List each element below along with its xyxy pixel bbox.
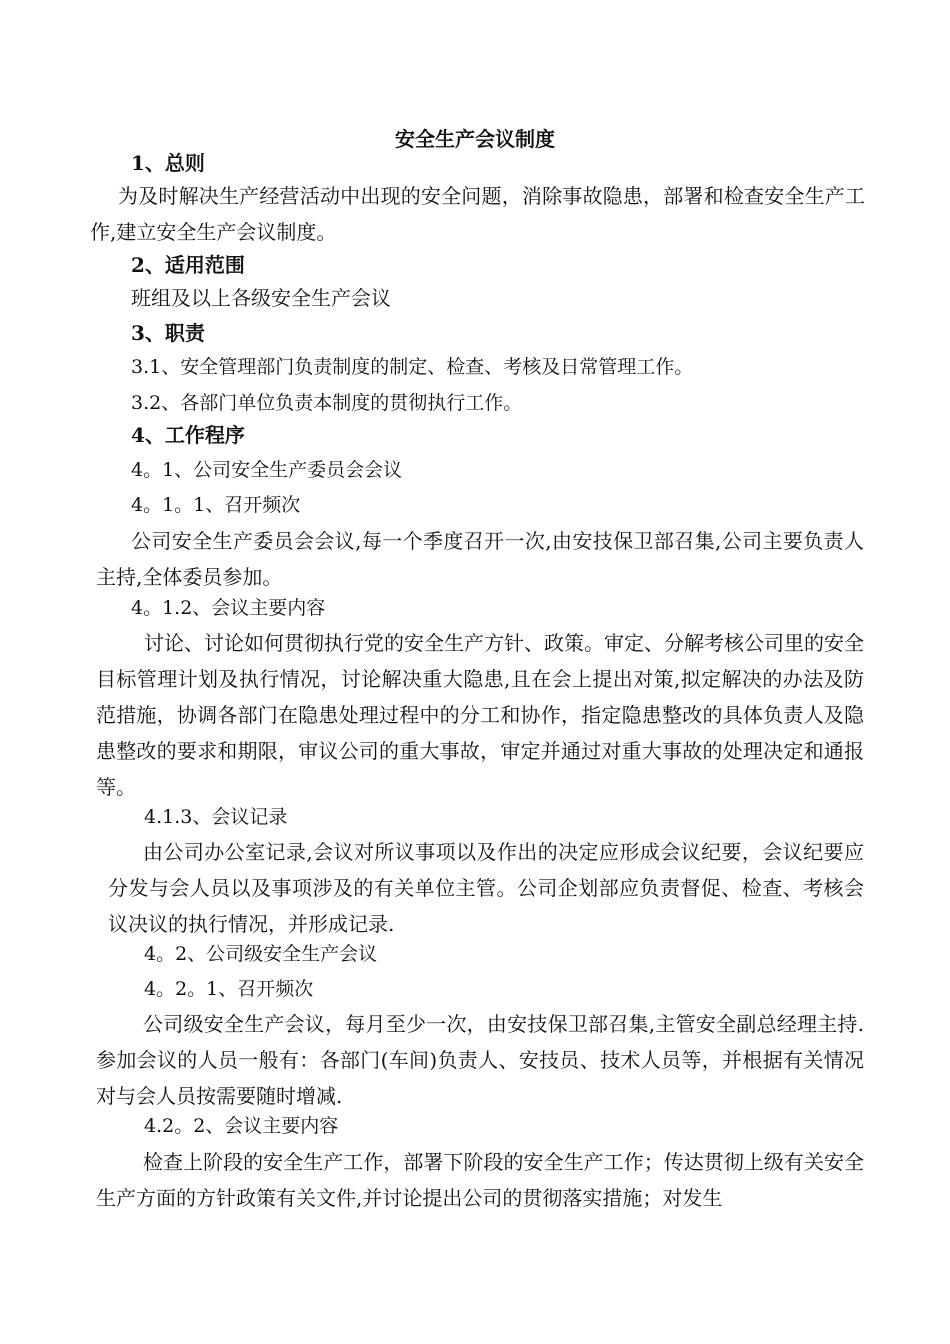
section-4-1-1-paragraph: 公司安全生产委员会会议,每一个季度召开一次,由安技保卫部召集,公司主要负责人主持,全体委员参加。: [96, 529, 864, 589]
document-title: 安全生产会议制度: [395, 127, 555, 151]
section-4-1-3: 4.1.3、会议记录: [144, 806, 288, 828]
section-4-1-2-paragraph: 讨论、讨论如何贯彻执行党的安全生产方针、政策。审定、分解考核公司里的安全目标管理计划及执行情况，讨论解决重大隐患,且在会上提出对策,拟定解决的办法及防范措施，协调各部门在隐患处理过程中的分工和协作，指定隐患整改的具体负责人及隐患整改的要求和期限，审议公司的重大事故，审定并通过对重大事故的处理决定和通报等。: [96, 631, 864, 799]
section-3-heading: 3、职责: [131, 321, 205, 345]
section-4-2: 4。2、公司级安全生产会议: [144, 943, 378, 965]
section-4-heading: 4、工作程序: [131, 423, 245, 447]
section-4-2-1: 4。2。1、召开频次: [144, 978, 314, 1000]
section-4-1-1: 4。1。1、召开频次: [131, 494, 301, 516]
section-2-heading: 2、适用范围: [131, 253, 245, 277]
section-4-1-3-paragraph: 由公司办公室记录,会议对所议事项以及作出的决定应形成会议纪要，会议纪要应分发与会人员以及事项涉及的有关单位主管。公司企划部应负责督促、检查、考核会议决议的执行情况，并形成记录.: [108, 840, 864, 936]
section-3-2: 3.2、各部门单位负责本制度的贯彻执行工作。: [131, 392, 523, 414]
section-4-1: 4。1、公司安全生产委员会会议: [131, 459, 403, 481]
section-4-2-2: 4.2。2、会议主要内容: [144, 1115, 339, 1137]
section-1-paragraph: 为及时解决生产经营活动中出现的安全问题，消除事故隐患，部署和检查安全生产工作,建立安全生产会议制度。: [90, 184, 865, 244]
section-4-1-2: 4。1.2、会议主要内容: [131, 597, 326, 619]
section-2-paragraph: 班组及以上各级安全生产会议: [131, 286, 391, 310]
section-3-1: 3.1、安全管理部门负责制度的制定、检查、考核及日常管理工作。: [131, 356, 694, 378]
section-1-heading: 1、总则: [131, 151, 205, 175]
section-4-2-1-paragraph: 公司级安全生产会议，每月至少一次，由安技保卫部召集,主管安全副总经理主持.参加会议的人员一般有：各部门(车间)负责人、安技员、技术人员等，并根据有关情况对与会人员按需要随时增减.: [96, 1012, 864, 1108]
section-4-2-2-paragraph: 检查上阶段的安全生产工作，部署下阶段的安全生产工作；传达贯彻上级有关安全生产方面的方针政策有关文件,并讨论提出公司的贯彻落实措施；对发生: [96, 1150, 864, 1210]
